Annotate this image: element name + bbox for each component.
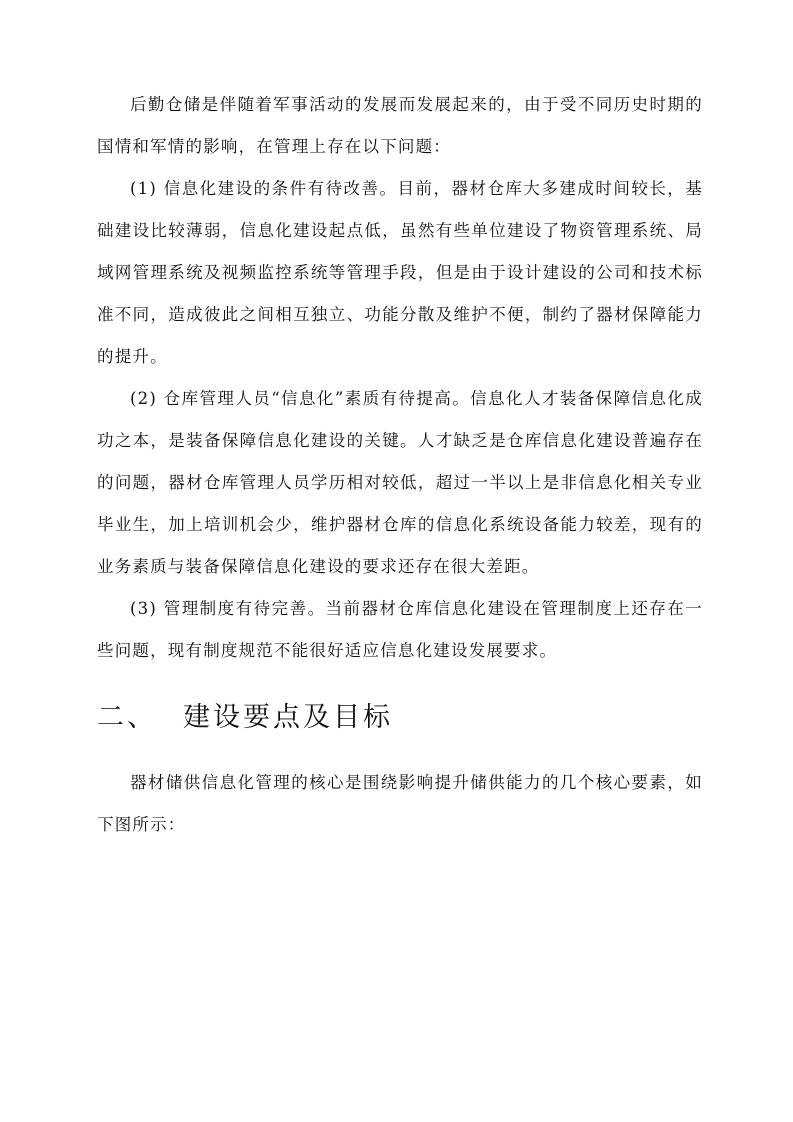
paragraph-intro: 后勤仓储是伴随着军事活动的发展而发展起来的，由于受不同历史时期的国情和军情的影响，在管理上存在以下问题： — [97, 95, 703, 156]
paragraph-issue-3: (3) 管理制度有待完善。当前器材仓库信息化建设在管理制度上还存在一些问题，现有制度规范不能很好适应信息化建设发展要求。 — [97, 599, 703, 660]
section-number: 二、 — [97, 702, 157, 733]
section-title: 建设要点及目标 — [183, 702, 393, 733]
paragraph-issue-1: (1) 信息化建设的条件有待改善。目前，器材仓库大多建成时间较长，基础建设比较薄弱，信息化建设起点低，虽然有些单位建设了物资管理系统、局域网管理系统及视频监控系统等管理手段，但是由于设计建设的公司和技术标准不同，造成彼此之间相互独立、功能分散及维护不便，制约了器材保障能力的提升。 — [97, 179, 703, 366]
paragraph-issue-2: (2) 仓库管理人员“信息化”素质有待提高。信息化人才装备保障信息化成功之本，是装备保障信息化建设的关键。人才缺乏是仓库信息化建设普遍存在的问题，器材仓库管理人员学历相对较低，超过一半以上是非信息化相关专业毕业生，加上培训机会少，维护器材仓库的信息化系统设备能力较差，现有的业务素质与装备保障信息化建设的要求还存在很大差距。 — [97, 389, 703, 576]
section-heading — [97, 692, 703, 744]
paragraph-core-elements: 器材储供信息化管理的核心是围绕影响提升储供能力的几个核心要素，如下图所示： — [97, 773, 703, 834]
document-page — [97, 84, 703, 846]
